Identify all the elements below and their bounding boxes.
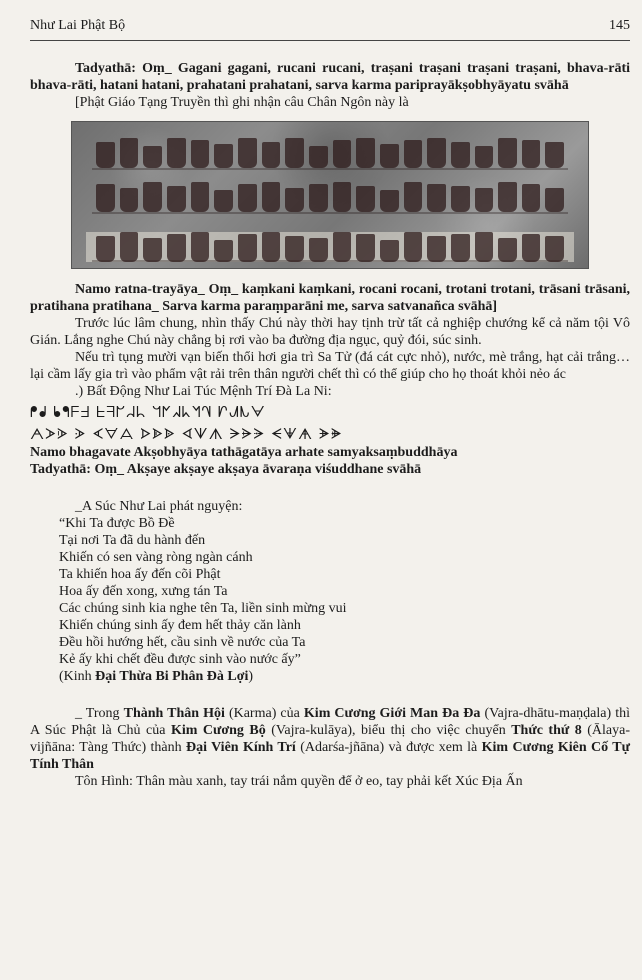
verse-line: Khiến có sen vàng ròng ngàn cánh [59,550,253,565]
tibetan-note-paragraph: [Phật Giáo Tạng Truyền thì ghi nhận câu Chân Ngôn này là [75,95,409,110]
verse-line: “Khi Ta được Bồ Đề [59,516,175,531]
mantra-paragraph-2: Namo ratna-trayāya_ Oṃ_ kaṃkani kaṃkani, rocani rocani, trotani trotani, trāsani trāsani, pratihana pratihana_ Sarva karma paraṃparāni me, sarva satvanañca svāhā] [30,282,630,314]
verse-line: Các chúng sinh kia nghe tên Ta, liền sinh mừng vui [59,601,347,616]
paragraph-recitation: Nếu trì tụng mười vạn biến thổi hơi gia trì Sa Tử (đá cát cực nhỏ), nước, mè trắng, hạt cải trắng… lại cầm lấy gia trì vào phẩm vật rải trên thân người chết thì có thể giúp cho họ thoát khỏi nẻo ác [30,350,630,382]
verse-source: (Kinh Đại Thừa Bi Phân Đà Lợi) [59,669,254,684]
siddham-line-2: ᗅᗆᗇ ᗈ ᗉᗊᗋ ᗌᗍᗎ ᗏᗐᗑ ᗒᗓᗔ ᗕᗖᗗ ᗘᗙ [30,425,343,443]
verse-line: Khiến chúng sinh ấy đem hết thảy căn lành [59,618,301,633]
page-content [30,60,630,790]
paragraph-before-death: Trước lúc lâm chung, nhìn thấy Chú này thời hay tịnh trừ tất cả nghiệp chướng kể cả năm tội Vô Gián. Lắng nghe Chú này chẳng bị rơi vào ba đường địa ngục, quỷ đói, súc sinh. [30,316,630,348]
karma-assembly-paragraph: _ Trong Thành Thân Hội (Karma) của Kim Cương Giới Man Đa Đa (Vajra-dhātu-maṇḍala) thì A Súc Phật là Chủ của Kim Cương Bộ (Vajra-kulāya), biểu thị cho việc chuyển Thức thứ 8 (Ālaya-vijñāna: Tàng Thức) thành Đại Viên Kính Trí (Adarśa-jñāna) và được xem là Kim Cương Kiên Cố Tự Tính Thân [30,706,631,772]
mantra-tadyatha: Tadyathā: Oṃ_ Akṣaye akṣaye akṣaya āvaraṇa viśuddhane svāhā [30,462,422,477]
siddham-line-1: ᖰᖱ ᖲᖳᖴᖵ ᖶᖷᖸᖹᖺ ᖻᖼᖽᖾᖿᗀ ᗁᗂᗃᗄ [30,403,266,421]
vow-heading: _A Súc Như Lai phát nguyện: [75,499,243,514]
page-number: 145 [609,18,630,33]
verse-line: Đều hồi hướng hết, cầu sinh về nước của Ta [59,635,306,650]
iconography-paragraph: Tôn Hình: Thân màu xanh, tay trái nắm quyền để ở eo, tay phải kết Xúc Địa Ấn [75,774,523,789]
verse-line: Ta khiến hoa ấy đến cõi Phật [59,567,221,582]
verse-line: Kẻ ấy khi chết đều được sinh vào nước ấy” [59,652,301,667]
script-glyphs-3 [96,228,564,262]
verse-line: Hoa ấy đến xong, xưng tán Ta [59,584,228,599]
tibetan-script-image [71,121,589,269]
mantra-paragraph-1: Tadyathā: Oṃ_ Gagani gagani, rucani rucani, traṣani traṣani traṣani traṣani, bhava-rāti bhava-rāti, hatani hatani, prahatani prahatani, sarva karma pariprayākṣobhyāyatu svāhā [30,61,630,93]
dharani-heading: .) Bất Động Như Lai Túc Mệnh Trí Đà La Ni: [75,384,332,399]
mantra-namo: Namo bhagavate Akṣobhyāya tathāgatāya arhate samyaksaṃbuddhāya [30,445,458,460]
header-title: Như Lai Phật Bộ [30,18,126,33]
script-glyphs-2 [96,178,564,212]
vow-verse [59,515,630,685]
header-rule [30,40,630,41]
script-glyphs-1 [96,134,564,168]
verse-line: Tại nơi Ta đã du hành đến [59,533,206,548]
